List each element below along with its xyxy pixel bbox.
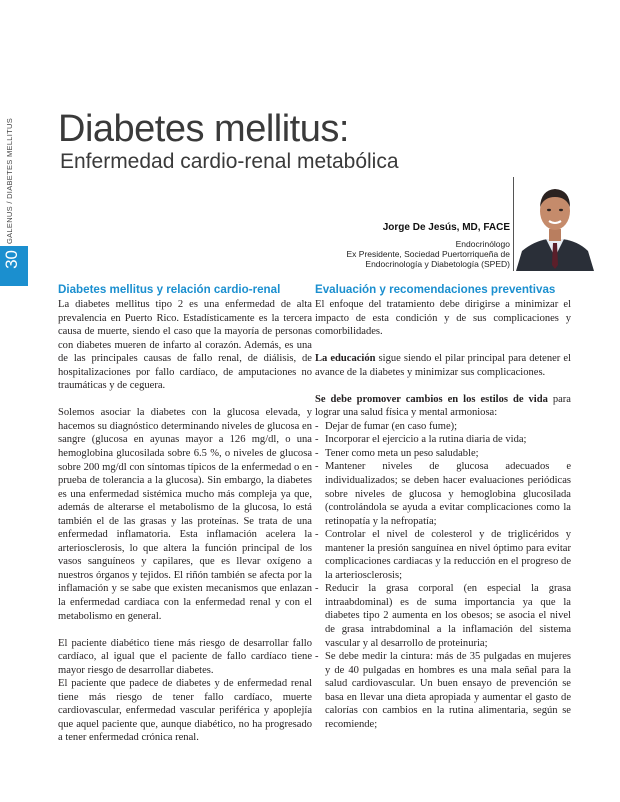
paragraph: La diabetes mellitus tipo 2 es una enfermedad de alta prevalencia en Puerto Rico. Estadísticamente es la tercera causa de muerte, siendo el caso que la mayoría de personas con diabetes mueren de infarto al corazón. Además, es una de las principales causas de fallo renal, de diálisis, de hospitalizaciones por fallo cardíaco, de amputaciones no traumáticas y de ceguera. <box>58 299 312 392</box>
author-photo <box>513 177 595 271</box>
paragraph <box>315 393 571 420</box>
paragraph: El paciente diabético tiene más riesgo de desarrollar fallo cardíaco, al igual que el paciente de fallo cardíaco tiene mayor riesgo de desarrollar diabetes. <box>58 637 312 676</box>
paragraph-text: sigue siendo el pilar principal para detener el avance de la diabetes y minimizar sus complicaciones. <box>315 353 571 378</box>
article-subtitle: Enfermedad cardio-renal metabólica <box>60 150 399 173</box>
bold-lead: Se debe promover cambios en los estilos de vida <box>315 393 548 405</box>
paragraph-text: para lograr una salud física y mental armoniosa: <box>315 393 571 419</box>
list-item: - Tener como meta un peso saludable; <box>315 447 571 461</box>
running-head: GALENUS / DIABETES MELLITUS <box>5 117 14 244</box>
list-item: - Dejar de fumar (en caso fume); <box>315 420 571 434</box>
author-role-2: Ex Presidente, Sociedad Puertorriqueña de <box>346 249 510 259</box>
left-column <box>58 282 312 745</box>
paragraph: Solemos asociar la diabetes con la glucosa elevada, y hacemos su diagnóstico determinando niveles de glucosa en sangre (glucosa en ayunas mayor a 126 mg/dl, o una hemoglobina glucosilada sobre 6.5 %, o niveles de glucosa sobre 200 mg/dl con síntomas típicos de la enfermedad o en prueba de tolerancia a la glucosa). Sin embargo, la diabetes es una enfermedad sistémica mucho más compleja ya que, además de alterarse el metabolismo de la glucosa, lo está también el de las grasas y las proteínas. Se trata de una enfermedad inflamatoria. Esta inflamación acelera la arteriosclerosis, lo que altera la función principal de los vasos sanguíneos y capilares, que es llevar oxígeno a nuestros órganos y tejidos. El riñón también se afecta por la inflamación y se sabe que existen mecanismos que enlazan la enfermedad cardiaca con la enfermedad renal y con el metabolismo en general. <box>58 407 312 622</box>
list-item: - Mantener niveles de glucosa adecuados e individualizados; se deben hacer evaluaciones periódicas sobre niveles de glucosa y hemoglobina glucosilada (controlándola se ayuda a evitar complicaciones como la retinopatía y la nefropatía; <box>315 460 571 528</box>
article-title: Diabetes mellitus: <box>58 108 349 150</box>
bold-lead: La educación <box>315 353 376 365</box>
author-block <box>270 222 510 269</box>
section-heading-evaluacion: Evaluación y recomendaciones preventivas <box>315 283 556 296</box>
page-number: 30 <box>2 250 21 269</box>
list-item: - Reducir la grasa corporal (en especial la grasa intraabdominal) es de suma importancia ya que la diabetes tipo 2 aumenta en los obesos; se asocia el nivel de grasa intrabdominal a la inflamación del sistema vascular y al desarrollo de proteinuria; <box>315 582 571 650</box>
paragraph: El enfoque del tratamiento debe dirigirse a minimizar el impacto de esta condición y de sus complicaciones y comorbilidades. <box>315 299 571 338</box>
list-item: - Incorporar el ejercicio a la rutina diaria de vida; <box>315 433 571 447</box>
list-item: - Se debe medir la cintura: más de 35 pulgadas en mujeres y de 40 pulgadas en hombres es una mala señal para la salud cardiovascular. Un buen ensayo de prevención se basa en llevar una dieta apropiada y aumentar el gasto de calorías con cambios en la rutina alimentaria, según se recomiende; <box>315 650 571 731</box>
list-item: - Controlar el nivel de colesterol y de triglicéridos y mantener la presión sanguínea en nivel óptimo para evitar complicaciones cardiacas y la reducción en el progreso de la arteriosclerosis; <box>315 528 571 582</box>
author-role-1: Endocrinólogo <box>455 239 510 249</box>
author-portrait-image <box>514 177 595 271</box>
author-name: Jorge De Jesús, MD, FACE <box>382 222 510 233</box>
recommendation-list <box>315 420 571 732</box>
section-heading-cardio-renal: Diabetes mellitus y relación cardio-renal <box>58 283 281 296</box>
right-column <box>315 282 571 731</box>
paragraph <box>315 352 571 379</box>
author-role-3: Endocrinología y Diabetología (SPED) <box>365 259 510 269</box>
paragraph: El paciente que padece de diabetes y de enfermedad renal tiene más riesgo de tener fallo cardíaco, muerte cardiovascular, enfermedad vascular periférica y apoplejía que aquel paciente que, aunque diabético, no ha progresado a tener enfermedad crónica renal. <box>58 678 312 744</box>
